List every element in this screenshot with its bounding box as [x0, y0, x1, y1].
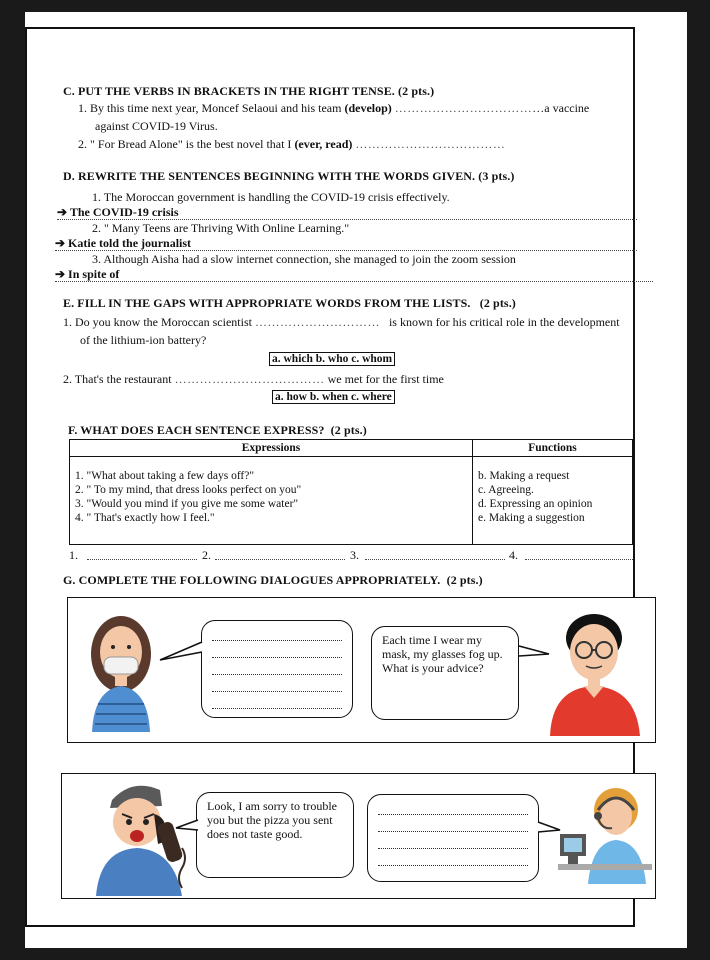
section-g-heading: G. COMPLETE THE FOLLOWING DIALOGUES APPROPRIATELY. (2 pts.)	[63, 573, 483, 587]
table-header-expressions: Expressions	[70, 440, 473, 457]
section-d-answer-2[interactable]: ➔ Katie told the journalist	[55, 236, 637, 251]
expressions-table	[69, 439, 633, 545]
speech-bubble-1: Each time I wear my mask, my glasses fog up. What is your advice?	[371, 626, 519, 720]
section-f-heading: F. WHAT DOES EACH SENTENCE EXPRESS? (2 pts.)	[68, 423, 367, 437]
answer-blank-4[interactable]	[525, 558, 633, 560]
answer-bubble-2[interactable]	[367, 794, 539, 882]
section-d-answer-3[interactable]: ➔ In spite of	[55, 267, 653, 282]
options-box-1: a. which b. who c. whom	[269, 352, 395, 366]
section-d-sentence-3: 3. Although Aisha had a slow internet connection, she managed to join the zoom session	[92, 252, 516, 266]
section-d-answer-1[interactable]: ➔ The COVID-19 crisis	[57, 205, 637, 220]
section-d-sentence-1: 1. The Moroccan government is handling the COVID-19 crisis effectively.	[92, 190, 450, 204]
bubble-tail-1	[158, 638, 204, 668]
expression-item: 1. "What about taking a few days off?"	[75, 470, 255, 482]
section-e-question-2: 2. That's the restaurant ……………………………… we met for the first time	[63, 372, 444, 386]
section-d-heading: D. REWRITE THE SENTENCES BEGINNING WITH THE WORDS GIVEN. (3 pts.)	[63, 169, 515, 183]
function-item: b. Making a request	[478, 470, 570, 482]
expressions-cell	[70, 457, 473, 545]
section-e-heading: E. FILL IN THE GAPS WITH APPROPRIATE WORDS FROM THE LISTS. (2 pts.)	[63, 296, 516, 310]
bubble-tail-3	[174, 816, 200, 836]
woman-with-mask-illustration	[80, 604, 162, 732]
answer-bubble-1[interactable]	[201, 620, 353, 718]
angry-man-on-phone-illustration	[92, 778, 212, 896]
function-item: e. Making a suggestion	[478, 512, 585, 524]
section-d-sentence-2: 2. " Many Teens are Thriving With Online Learning."	[92, 221, 350, 235]
expression-item: 2. " To my mind, that dress looks perfect on you"	[75, 484, 302, 496]
section-c-heading: C. PUT THE VERBS IN BRACKETS IN THE RIGHT TENSE. (2 pts.)	[63, 84, 435, 98]
man-with-glasses-illustration	[544, 604, 650, 736]
function-item: c. Agreeing.	[478, 484, 534, 496]
expression-item: 3. "Would you mind if you give me some water"	[75, 498, 299, 510]
dialogue-panel-1	[67, 597, 656, 743]
dialogue-panel-2	[61, 773, 656, 899]
section-c-item-2: 2. " For Bread Alone" is the best novel that I (ever, read) ………………………………	[78, 137, 506, 151]
section-c-item-1: 1. By this time next year, Moncef Selaoui and his team (develop) ………………………………a vaccine	[78, 101, 590, 115]
table-header-functions: Functions	[473, 440, 633, 457]
call-center-agent-illustration	[558, 784, 652, 892]
answer-blank-3[interactable]	[365, 558, 505, 560]
section-e-question-1: 1. Do you know the Moroccan scientist ………………………… is known for his critical role in the development	[63, 315, 620, 329]
functions-cell	[473, 457, 633, 545]
options-box-2: a. how b. when c. where	[272, 390, 395, 404]
expression-item: 4. " That's exactly how I feel."	[75, 512, 215, 524]
section-e-question-1-cont: of the lithium-ion battery?	[80, 333, 207, 347]
speech-bubble-2: Look, I am sorry to trouble you but the pizza you sent does not taste good.	[196, 792, 354, 878]
section-c-item-1-cont: against COVID-19 Virus.	[95, 119, 218, 133]
answer-blank-1[interactable]	[87, 558, 197, 560]
answer-blank-2[interactable]	[215, 558, 345, 560]
function-item: d. Expressing an opinion	[478, 498, 593, 510]
